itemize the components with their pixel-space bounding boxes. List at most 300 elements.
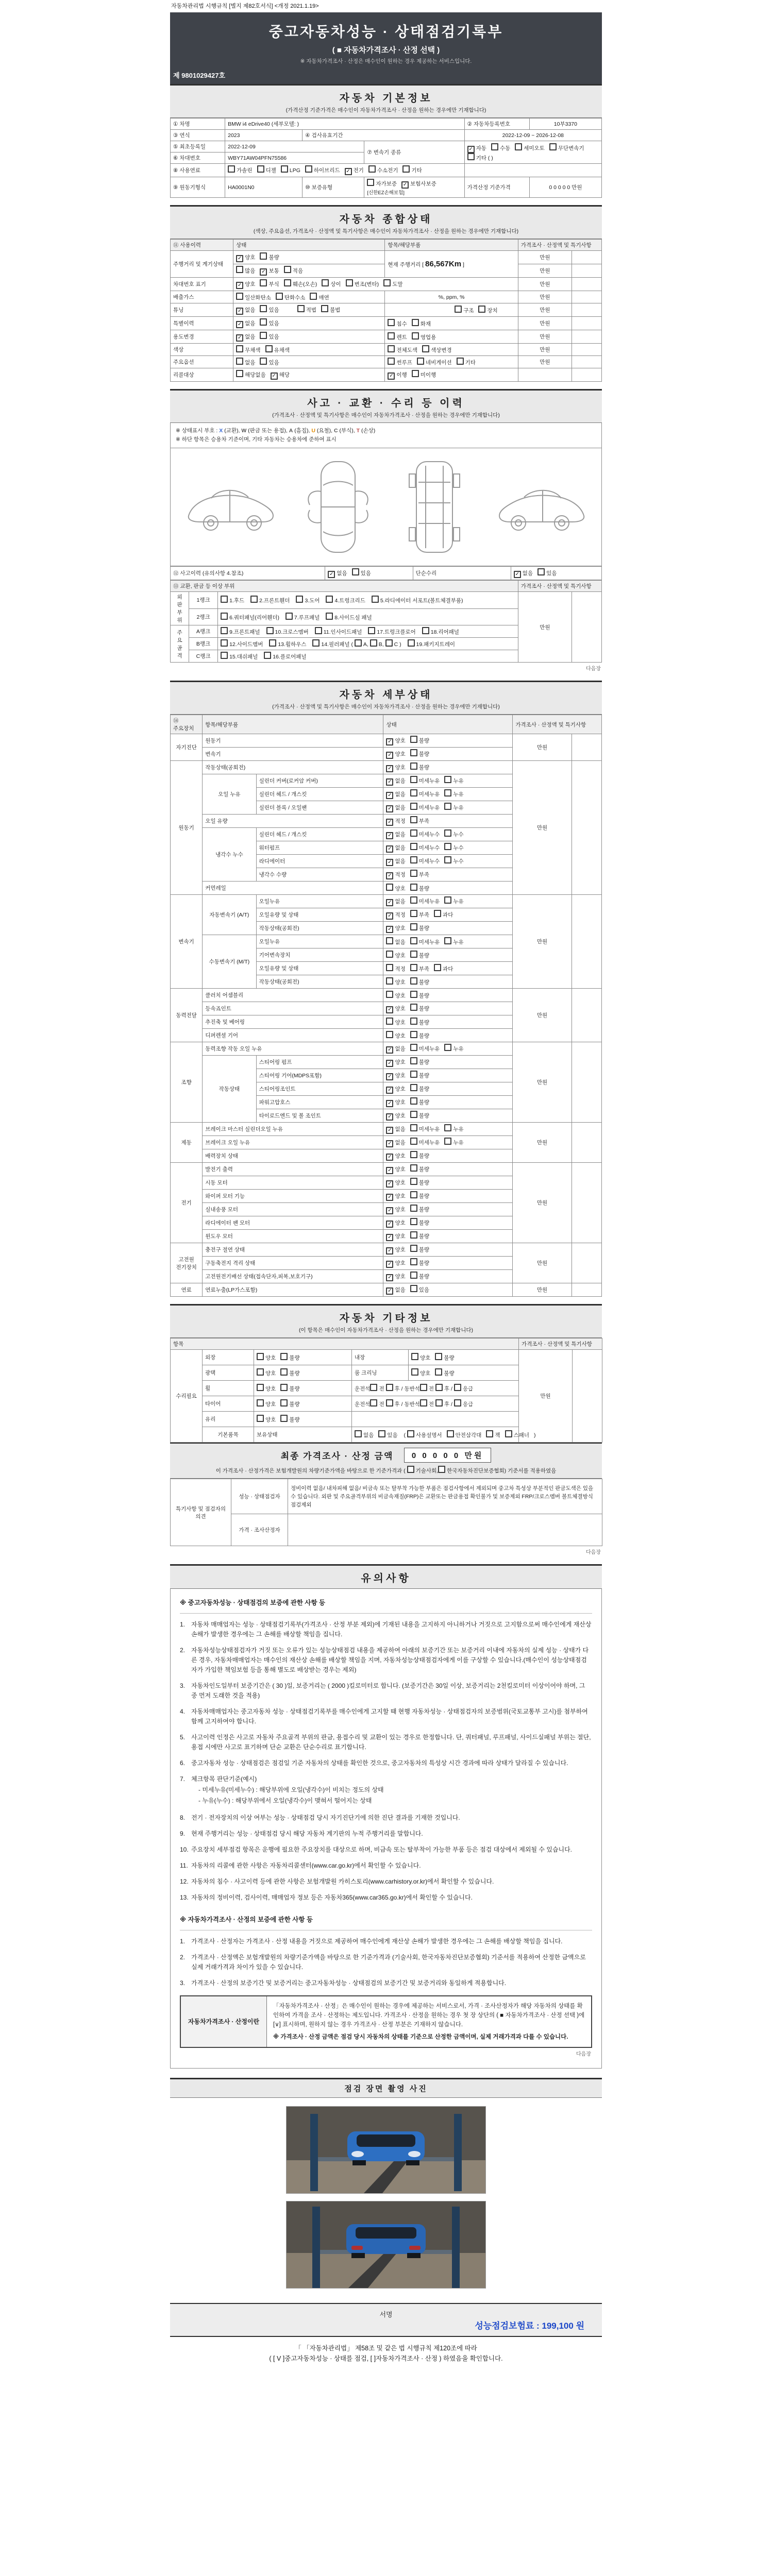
first-reg-label: ⑤ 최초등록일: [171, 141, 225, 152]
checkbox-양호[interactable]: ✓: [386, 765, 393, 772]
checkbox-2.프론트휀더[interactable]: [250, 596, 258, 603]
checkbox-9.프론트패널[interactable]: [221, 627, 228, 634]
checkbox-불량[interactable]: [410, 884, 417, 891]
other-grid: 항목 가격조사 · 산정액 및 특기사항 수리필요 외장 양호 불량 내장 양호 불량 만원 광택 양호 불량 룸 크리닝 양호 불량 휠 양호 불량 운전석 전 후 / 동반석 전 후 / 응급 타이어 양호 불량 운전석 전 후 / 동반석 전 후 / 응급 유리 양호 불량 기본품목 보유상태 없음 있음 ( 사용설명서 안전삼각대 잭 스패너 ): [170, 1338, 602, 1443]
check-item: 양호: [257, 1353, 276, 1362]
checkbox-사용설명서[interactable]: [407, 1430, 414, 1437]
checkbox-부식[interactable]: [260, 279, 267, 286]
checkbox-일산화탄소[interactable]: [236, 293, 243, 300]
checkbox-미세누유[interactable]: [410, 789, 417, 796]
checkbox-불량[interactable]: [410, 762, 417, 770]
checkbox-없음[interactable]: ✓: [386, 1287, 393, 1295]
checkbox-미세누유[interactable]: [410, 937, 417, 944]
checkbox-불량[interactable]: [410, 1097, 417, 1105]
check-item: 8.사이드실 패널: [326, 613, 372, 621]
checkbox-양호[interactable]: [257, 1353, 264, 1360]
check-item: 누유: [444, 1044, 463, 1053]
checkbox-누유[interactable]: [444, 803, 451, 810]
code-A: A: [289, 428, 293, 434]
checkbox-색상변경[interactable]: [422, 345, 429, 352]
checkbox-없음[interactable]: ✓: [236, 334, 243, 342]
checkbox-미이행[interactable]: [412, 370, 419, 377]
item-state: [383, 1190, 513, 1203]
inspection-fee: 성능점검보험료 : 199,100 원: [475, 2321, 584, 2331]
check-item: 불량: [410, 1031, 429, 1040]
checkbox-불법[interactable]: [321, 305, 328, 312]
checkbox-미세누유[interactable]: [410, 1138, 417, 1145]
checkbox-불량[interactable]: [410, 1218, 417, 1225]
check-item: ✓ 양호: [386, 750, 405, 759]
checkbox-이행[interactable]: ✓: [388, 372, 395, 380]
checkbox-누유[interactable]: [444, 776, 451, 783]
check-item: 누유: [444, 1124, 463, 1133]
checkbox-없음[interactable]: ✓: [386, 899, 393, 906]
detail-grid: [170, 715, 602, 1297]
checkbox-불량[interactable]: [280, 1384, 288, 1391]
check-item: 미세누유: [410, 803, 440, 811]
checkbox-한국자동차진단보증협회[interactable]: [438, 1466, 445, 1473]
checkbox-없음[interactable]: ✓: [236, 308, 243, 315]
item-state: [383, 1203, 513, 1216]
check-item: ✓ 양호: [386, 1219, 405, 1228]
checkbox-불량[interactable]: [260, 252, 267, 260]
checkbox-불량[interactable]: [410, 1272, 417, 1279]
col-price: 가격조사 · 산정액 및 특기사항: [513, 715, 602, 734]
checkbox-없음[interactable]: [386, 937, 393, 944]
valid-label: ④ 검사유효기간: [303, 130, 464, 141]
checkbox-양호[interactable]: ✓: [386, 1234, 393, 1241]
checkbox-6.쿼터패널(리어휀더)[interactable]: [221, 613, 228, 620]
checkbox-전[interactable]: [370, 1384, 377, 1391]
checkbox-불량[interactable]: [280, 1399, 288, 1406]
check-item: 7.루프패널: [285, 613, 320, 621]
checkbox-도말[interactable]: [383, 279, 391, 286]
checkbox-세미오토[interactable]: [515, 143, 522, 150]
check-item: 18.리어패널: [422, 627, 459, 636]
exchange-panel-table: [170, 580, 602, 663]
checkbox-불량[interactable]: [410, 1111, 417, 1118]
checkbox-양호[interactable]: ✓: [386, 1167, 393, 1174]
checkbox-없음[interactable]: ✓: [386, 845, 393, 853]
col-price: 가격조사 · 산정액 및 특기사항: [518, 240, 601, 251]
checkbox-양호[interactable]: ✓: [386, 1221, 393, 1228]
checkbox-4.트렁크리드[interactable]: [326, 596, 333, 603]
checkbox-12.사이드멤버[interactable]: [221, 639, 228, 647]
checkbox-전[interactable]: [420, 1384, 427, 1391]
check-item: LPG: [281, 165, 300, 174]
checkbox-디젤[interactable]: [257, 165, 264, 173]
checkbox-양호[interactable]: [386, 1031, 393, 1038]
checkbox-14.필러패널[interactable]: [312, 639, 320, 647]
checkbox-없음[interactable]: ✓: [386, 778, 393, 786]
checkbox-양호[interactable]: ✓: [386, 1154, 393, 1161]
item-state: [383, 882, 513, 895]
item-label: 클러치 어셈블리: [203, 989, 383, 1002]
checkbox-침수[interactable]: [388, 319, 395, 326]
check-item: 가솔린: [228, 165, 252, 174]
check-item: 있음: [410, 1285, 429, 1294]
checkbox-미세누유[interactable]: [410, 1044, 417, 1051]
checkbox-불량[interactable]: [410, 1245, 417, 1252]
checkbox-변조(변타)[interactable]: [346, 279, 353, 286]
checkbox-불량[interactable]: [410, 1031, 417, 1038]
checkbox-불량[interactable]: [280, 1353, 288, 1360]
checkbox-자동[interactable]: ✓: [467, 146, 475, 153]
notice-subitem: - 미세누유(미세누수) : 해당부위에 오일(냉각수)이 비치는 정도의 상태: [198, 1786, 384, 1793]
checkbox-해당없음[interactable]: [236, 370, 243, 377]
checkbox-양호[interactable]: [386, 884, 393, 891]
checkbox-기술사회,[interactable]: [407, 1466, 414, 1473]
checkbox-11.인사이드패널[interactable]: [315, 627, 322, 634]
check-item: 있음: [260, 318, 279, 327]
checkbox-양호[interactable]: [257, 1415, 264, 1422]
check-item: 불량: [410, 951, 429, 959]
checkbox-누수[interactable]: [444, 856, 451, 863]
checkbox-양호[interactable]: ✓: [386, 1247, 393, 1255]
checkbox-불량[interactable]: [410, 1205, 417, 1212]
opinion-label: 특기사항 및 점검자의 의견: [171, 1479, 231, 1546]
checkbox-무단변속기[interactable]: [549, 143, 557, 150]
check-item: 썬루프: [388, 358, 412, 366]
checkbox-양호[interactable]: ✓: [386, 1087, 393, 1094]
checkbox-16.플로어패널[interactable]: [264, 652, 271, 659]
checkbox-미세누수[interactable]: [410, 829, 417, 837]
price-cell: 만원: [518, 251, 572, 264]
checkbox-미세누수[interactable]: [410, 843, 417, 850]
checkbox-누유[interactable]: [444, 789, 451, 796]
checkbox-누수[interactable]: [444, 829, 451, 837]
checkbox-불량[interactable]: [410, 749, 417, 756]
checkbox-없음[interactable]: ✓: [386, 832, 393, 839]
checkbox-안전삼각대[interactable]: [447, 1430, 454, 1437]
checkbox-적정[interactable]: [386, 964, 393, 971]
pricing-box-body: 「자동차가격조사 · 산정」은 매수인이 원하는 경우에 제공하는 서비스로서, 가격 · 조사산정자가 해당 자동차의 상태를 확인하여 가격을 조사 · 산정하는 제도입니다. 가격조사 · 산정을 원하는 경우 첫 장 상단의 ( ■ 자동차가격조사 · 산정 선택 )에 [∨] 표시하며, 원하지 않는 경우 가격조사 · 산정 부분은 기재하지 않습니다.: [273, 2003, 585, 2028]
accident-title: 사고 · 교환 · 수리 등 이력: [307, 398, 465, 409]
check-item: 불량: [410, 1258, 429, 1267]
checkbox-있음[interactable]: [260, 318, 267, 326]
checkbox-화재[interactable]: [412, 319, 419, 326]
checkbox-18.리어패널[interactable]: [422, 627, 429, 634]
checkbox-없음[interactable]: ✓: [386, 1127, 393, 1134]
checkbox-수동[interactable]: [491, 143, 498, 150]
checkbox-장치[interactable]: [478, 306, 485, 313]
checkbox-미세누유[interactable]: [410, 776, 417, 783]
checkbox-네비게이션[interactable]: [417, 358, 424, 365]
checkbox-17.트렁크플로어[interactable]: [368, 627, 375, 634]
other-title: 자동차 기타정보: [339, 1313, 433, 1324]
checkbox-없음[interactable]: ✓: [386, 1140, 393, 1147]
panel-group-주요골격: 주 요 골 격: [171, 625, 189, 663]
checkbox-불량[interactable]: [280, 1368, 288, 1376]
checkbox-불량[interactable]: [410, 1164, 417, 1172]
checkbox-없음[interactable]: ✓: [386, 1046, 393, 1054]
checkbox-불량[interactable]: [410, 991, 417, 998]
price-cell: 만원: [513, 1243, 572, 1283]
checkbox-pillar-C[interactable]: [385, 639, 393, 647]
checkbox-있음[interactable]: [537, 568, 545, 575]
checkbox-있음[interactable]: [260, 358, 267, 365]
checkbox-불량[interactable]: [410, 951, 417, 958]
checkbox-후[interactable]: [435, 1384, 443, 1391]
checkbox-있음[interactable]: [260, 305, 267, 312]
checkbox-적정[interactable]: ✓: [386, 872, 393, 879]
checkbox-양호[interactable]: ✓: [236, 282, 243, 289]
checkbox-훼손(오손)[interactable]: [284, 279, 291, 286]
col-price: 가격조사 · 산정액 및 특기사항: [519, 1338, 602, 1350]
checkbox-불량[interactable]: [410, 1018, 417, 1025]
checkbox-렌트[interactable]: [388, 332, 395, 340]
checkbox-양호[interactable]: ✓: [386, 926, 393, 933]
checkbox-후[interactable]: [386, 1399, 393, 1406]
checkbox-전기[interactable]: ✓: [345, 168, 352, 175]
checkbox-불량[interactable]: [280, 1415, 288, 1422]
checkbox-유채색[interactable]: [265, 345, 273, 352]
checkbox-없음[interactable]: ✓: [236, 321, 243, 328]
checkbox-양호[interactable]: [411, 1353, 418, 1360]
checkbox-pillar-B[interactable]: [370, 639, 377, 647]
checkbox-기타[interactable]: [402, 165, 410, 173]
checkbox-없음[interactable]: [236, 358, 243, 365]
checkbox-부족[interactable]: [410, 816, 417, 823]
checkbox-불량[interactable]: [435, 1353, 442, 1360]
checkbox-보통[interactable]: ✓: [260, 268, 267, 276]
checkbox-양호[interactable]: [386, 977, 393, 985]
notice-item: 3. 가격조사 · 산정의 보증기간 및 보증거리는 중고자동차성능 · 상태점검의 보증기간 및 보증거리와 동일하게 적용합니다.: [180, 1979, 507, 1987]
checkbox-응급[interactable]: [454, 1384, 461, 1391]
checkbox-13.휠하우스[interactable]: [269, 639, 276, 647]
checkbox-미세누수[interactable]: [410, 856, 417, 863]
checkbox-부족[interactable]: [410, 910, 417, 917]
item-label: 추진축 및 베어링: [203, 1015, 383, 1029]
checkbox-무채색[interactable]: [236, 345, 243, 352]
checkbox-자가보증[interactable]: [367, 179, 374, 186]
checkbox-양호[interactable]: [386, 1018, 393, 1025]
checkbox-매연[interactable]: [310, 293, 317, 300]
checkbox-부족[interactable]: [410, 964, 417, 971]
checkbox-1.후드[interactable]: [221, 596, 228, 603]
checkbox-없음[interactable]: ✓: [386, 805, 393, 812]
checkbox-하이브리드[interactable]: [305, 165, 312, 173]
accident-history-row: [170, 566, 602, 580]
checkbox-누유[interactable]: [444, 1124, 451, 1131]
checkbox-불량[interactable]: [410, 1258, 417, 1265]
check-item: ✓ 해당: [271, 371, 290, 380]
checkbox-기타[interactable]: [457, 358, 464, 365]
checkbox-불량[interactable]: [410, 1151, 417, 1158]
checkbox-잭[interactable]: [486, 1430, 493, 1437]
checkbox-영업용[interactable]: [412, 332, 419, 340]
checkbox-19.패키지트레이[interactable]: [408, 639, 415, 647]
checkbox-양호[interactable]: ✓: [386, 738, 393, 745]
checkbox-양호[interactable]: [257, 1384, 264, 1391]
check-item: ✓ 양호: [386, 924, 405, 933]
checkbox-과다[interactable]: [434, 910, 441, 917]
check-item: 불량: [410, 749, 429, 758]
device-연료: 연료: [171, 1283, 203, 1297]
checkbox-양호[interactable]: ✓: [386, 1073, 393, 1080]
item-label: 윈도우 모터: [203, 1230, 383, 1243]
checkbox-불량[interactable]: [410, 1178, 417, 1185]
item-state: [383, 1270, 513, 1283]
checkbox-없음[interactable]: ✓: [328, 571, 335, 578]
checkbox-전체도색[interactable]: [388, 345, 395, 352]
checkbox-불량[interactable]: [410, 736, 417, 743]
checkbox-3.도어[interactable]: [296, 596, 303, 603]
checkbox-적정[interactable]: ✓: [386, 912, 393, 920]
checkbox-상이[interactable]: [322, 279, 329, 286]
checkbox-7.루프패널[interactable]: [285, 613, 293, 620]
checkbox-부족[interactable]: [410, 870, 417, 877]
accident-header: [170, 389, 602, 423]
checkbox-누유[interactable]: [444, 937, 451, 944]
check-item: 수동: [491, 143, 510, 152]
checkbox-있음[interactable]: [260, 332, 267, 339]
checkbox-양호[interactable]: [386, 991, 393, 998]
checkbox-불량[interactable]: [435, 1368, 442, 1376]
checkbox-없음[interactable]: [355, 1430, 362, 1437]
checkbox-누유[interactable]: [444, 1138, 451, 1145]
checkbox-전[interactable]: [370, 1399, 377, 1406]
checkbox-양호[interactable]: [386, 951, 393, 958]
checkbox-수소전기[interactable]: [368, 165, 376, 173]
checkbox-10.크로스멤버[interactable]: [266, 627, 274, 634]
checkbox-많음[interactable]: [236, 266, 243, 273]
checkbox-양호[interactable]: ✓: [386, 1060, 393, 1067]
checkbox-5.라디에이터 서포트(볼트체결부품)[interactable]: [372, 596, 379, 603]
item-state: [383, 1069, 513, 1082]
checkbox-후[interactable]: [386, 1384, 393, 1391]
accident-history-grid: [170, 566, 602, 580]
checkbox-탄화수소[interactable]: [276, 293, 283, 300]
check-item: 불량: [410, 991, 429, 999]
check-item: 양호: [257, 1399, 276, 1408]
basic-info-header: [170, 84, 602, 118]
checkbox-양호[interactable]: ✓: [386, 752, 393, 759]
check-item: 누유: [444, 1138, 463, 1146]
checkbox-적음[interactable]: [284, 266, 291, 273]
checkbox-스패너[interactable]: [505, 1430, 512, 1437]
checkbox-양호[interactable]: ✓: [386, 1274, 393, 1281]
next-page-marker: 다음장: [576, 2052, 591, 2057]
check-item: 양호: [411, 1353, 430, 1362]
item-label: 라디에이터: [256, 855, 383, 868]
check-item: 없음: [386, 937, 405, 946]
check-item: 부식: [260, 279, 279, 288]
checkbox-8.사이드실 패널[interactable]: [326, 613, 333, 620]
checkbox-양호[interactable]: [257, 1399, 264, 1406]
check-item: 양호: [386, 1018, 405, 1026]
checkbox-양호[interactable]: ✓: [386, 1261, 393, 1268]
checkbox-해당[interactable]: ✓: [271, 372, 278, 380]
checkbox-양호[interactable]: ✓: [386, 1100, 393, 1107]
checkbox-불량[interactable]: [410, 1057, 417, 1064]
checkbox-보험사보증[interactable]: ✓: [401, 181, 409, 189]
repair-group: 수리필요: [171, 1350, 203, 1443]
item-label: 변속기: [203, 748, 383, 761]
rank-items: [218, 625, 518, 638]
checkbox-후[interactable]: [435, 1399, 443, 1406]
check-item: 영업용: [412, 332, 436, 341]
item-label: 스티어링 기어(MDPS포함): [256, 1069, 383, 1082]
checkbox-응급[interactable]: [454, 1399, 461, 1406]
checkbox-양호[interactable]: ✓: [386, 1180, 393, 1188]
checkbox-없음[interactable]: ✓: [386, 792, 393, 799]
checkbox-미세누유[interactable]: [410, 803, 417, 810]
checkbox-LPG[interactable]: [281, 165, 288, 173]
checkbox-pillar-A[interactable]: [355, 639, 362, 647]
form-subtitle: ( ■ 자동차가격조사 · 산정 선택 ): [332, 46, 440, 55]
checkbox-미세누유[interactable]: [410, 896, 417, 904]
checkbox-있음[interactable]: [410, 1285, 417, 1292]
check-item: ✓ 없음: [386, 831, 405, 839]
checkbox-불량[interactable]: [410, 977, 417, 985]
check-item: 부족: [410, 964, 429, 973]
check-item: 불량: [410, 1164, 429, 1173]
checkbox-전[interactable]: [420, 1399, 427, 1406]
checkbox-불량[interactable]: [410, 1084, 417, 1091]
checkbox-누유[interactable]: [444, 896, 451, 904]
checkbox-없음[interactable]: ✓: [386, 859, 393, 866]
checkbox-가솔린[interactable]: [228, 165, 235, 173]
warranty-checks: 자가보증 ✓ 보험사보증[신한EZ손해보험]: [364, 177, 464, 198]
checkbox-기타 ( )[interactable]: [467, 153, 475, 160]
checkbox-양호[interactable]: ✓: [236, 255, 243, 262]
row-tuning: 튜닝: [171, 303, 233, 317]
checkbox-누유[interactable]: [444, 1044, 451, 1051]
check-item: ✓ 양호: [386, 737, 405, 745]
checkbox-과다[interactable]: [434, 964, 441, 971]
checkbox-양호[interactable]: ✓: [386, 1113, 393, 1121]
notice-item: 9. 현재 주행거리는 성능 · 상태점검 당시 해당 자동차 계기판의 누적 주행거리를 말합니다.: [180, 1830, 423, 1837]
checkbox-불량[interactable]: [410, 923, 417, 930]
next-page-marker: 다음장: [586, 666, 601, 672]
notice-item: 1. 자동차 매매업자는 성능 · 상태점검기록부(가격조사 · 산정 부분 제외)에 기재된 내용을 고지하지 아니하거나 거짓으로 고지함으로써 매수인에게 재산상 손해가 발생한 경우에는 그 손해를 배상할 책임을 집니다.: [180, 1621, 592, 1638]
check-item: 부족: [410, 910, 429, 919]
checkbox-불량[interactable]: [410, 1231, 417, 1239]
checkbox-적법[interactable]: [297, 305, 305, 312]
checkbox-15.대쉬패널[interactable]: [221, 652, 228, 659]
checkbox-썬루프[interactable]: [388, 358, 395, 365]
checkbox-있음[interactable]: [378, 1430, 385, 1437]
detail-state-table: [170, 715, 602, 1297]
price-cell: 만원: [518, 330, 572, 344]
item-state: [383, 734, 513, 748]
checkbox-누수[interactable]: [444, 843, 451, 850]
checkbox-불량[interactable]: [410, 1004, 417, 1011]
accident-note: (가격조사 · 산정액 및 특기사항은 매수인이 자동차가격조사 · 산정을 원하는 경우에만 기재합니다): [272, 412, 500, 418]
checkbox-없음[interactable]: ✓: [514, 571, 521, 578]
check-item: 불량: [410, 1218, 429, 1227]
checkbox-양호[interactable]: [257, 1368, 264, 1376]
check-item: 미세누수: [410, 829, 440, 838]
checkbox-양호[interactable]: ✓: [386, 1194, 393, 1201]
checkbox-불량[interactable]: [410, 1071, 417, 1078]
check-item: ✓ 양호: [386, 764, 405, 772]
checkbox-불량[interactable]: [410, 1191, 417, 1198]
check-item: ✓ 양호: [386, 1179, 405, 1188]
checkbox-양호[interactable]: ✓: [386, 1207, 393, 1214]
checkbox-있음[interactable]: [352, 568, 359, 575]
checkbox-양호[interactable]: ✓: [386, 1006, 393, 1013]
notice-items-performance: [180, 1620, 592, 1903]
item-state: [383, 1230, 513, 1243]
checkbox-적정[interactable]: ✓: [386, 819, 393, 826]
checkbox-양호[interactable]: [411, 1368, 418, 1376]
checkbox-미세누유[interactable]: [410, 1124, 417, 1131]
checkbox-구조[interactable]: [455, 306, 462, 313]
check-item: 미세누유: [410, 1124, 440, 1133]
signature-band[interactable]: [170, 2303, 602, 2337]
